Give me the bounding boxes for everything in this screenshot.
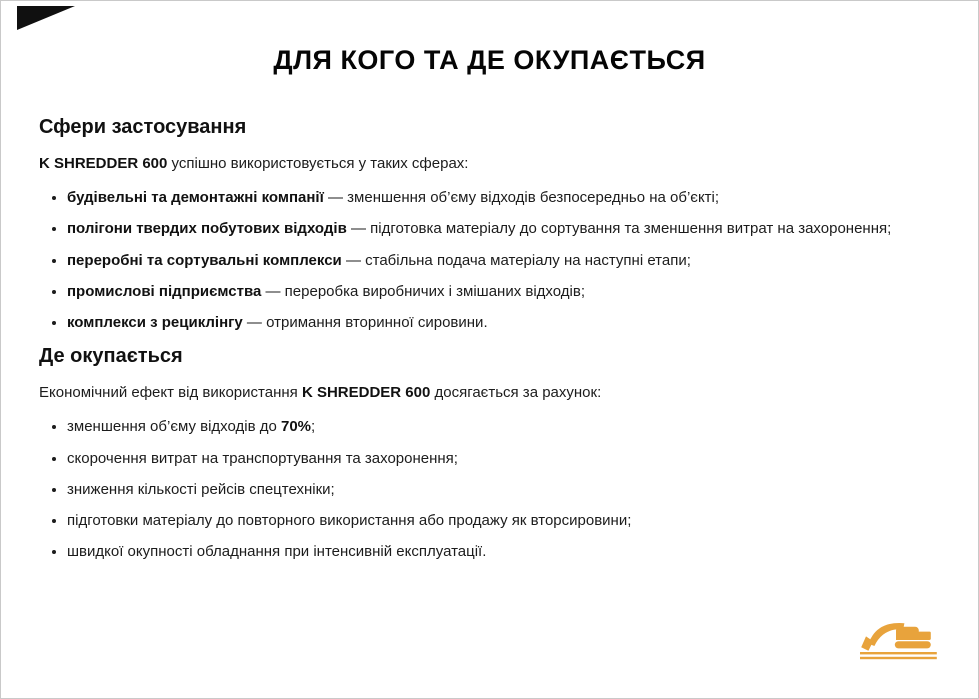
list-item-text: зниження кількості рейсів спецтехніки;: [67, 480, 335, 498]
payback-intro-post: досягається за рахунок:: [430, 384, 602, 402]
list-item: [67, 542, 940, 562]
spheres-intro: [39, 153, 940, 174]
list-item-lead: переробні та сортувальні комплекси: [67, 251, 342, 269]
list-item-emphasis: 70%: [281, 418, 312, 436]
list-item-text: ;: [311, 418, 316, 436]
section-heading-spheres: Сфери застосування: [39, 116, 247, 138]
list-item-text: підготовки матеріалу до повторного використання або продажу як вторсировини;: [67, 512, 632, 529]
corner-triangle-decoration: [17, 6, 75, 30]
list-item-text: швидкої окупності обладнання при інтенсивній експлуатації.: [67, 543, 487, 561]
product-name: K SHREDDER 600: [301, 384, 431, 402]
section-heading-payback: Де окупається: [39, 345, 183, 368]
list-item-text: скорочення витрат на транспортування та захоронення;: [67, 449, 458, 467]
spheres-list: [39, 188, 940, 333]
list-item: [67, 313, 940, 333]
payback-intro-pre: Економічний ефект від використання: [39, 384, 302, 402]
list-item-lead: промислові підприємства: [67, 282, 262, 300]
list-item-lead: полігони твердих побутових відходів: [67, 220, 347, 238]
list-item-text: — зменшення об’єму відходів безпосередньо на об’єкті;: [323, 189, 720, 206]
list-item-text: — підготовка матеріалу до сортування та зменшення витрат на захоронення;: [346, 220, 892, 238]
list-item-text: — переробка виробничих і змішаних відходів;: [261, 282, 585, 300]
list-item: [67, 251, 940, 271]
list-item: [67, 282, 940, 302]
list-item: [67, 188, 940, 208]
list-item: [67, 417, 940, 437]
list-item: [67, 511, 940, 531]
payback-list: [39, 417, 940, 562]
spheres-intro-text: успішно використовується у таких сферах:: [167, 155, 469, 172]
company-logo: [860, 616, 938, 664]
page-title: ДЛЯ КОГО ТА ДЕ ОКУПАЄТЬСЯ: [273, 45, 706, 75]
product-name: K SHREDDER 600: [39, 155, 168, 172]
list-item: [67, 480, 940, 500]
list-item: [67, 219, 940, 239]
list-item-text: — отримання вторинної сировини.: [242, 314, 488, 331]
list-item-text: — стабільна подача матеріалу на наступні етапи;: [341, 251, 691, 269]
list-item: [67, 449, 940, 469]
list-item-lead: комплекси з рециклінгу: [67, 314, 243, 331]
payback-intro: [39, 382, 940, 403]
excavator-logo-icon: [860, 616, 938, 664]
list-item-text: зменшення об’єму відходів до: [67, 418, 281, 436]
list-item-lead: будівельні та демонтажні компанії: [67, 189, 324, 206]
slide-content: [1, 116, 978, 563]
